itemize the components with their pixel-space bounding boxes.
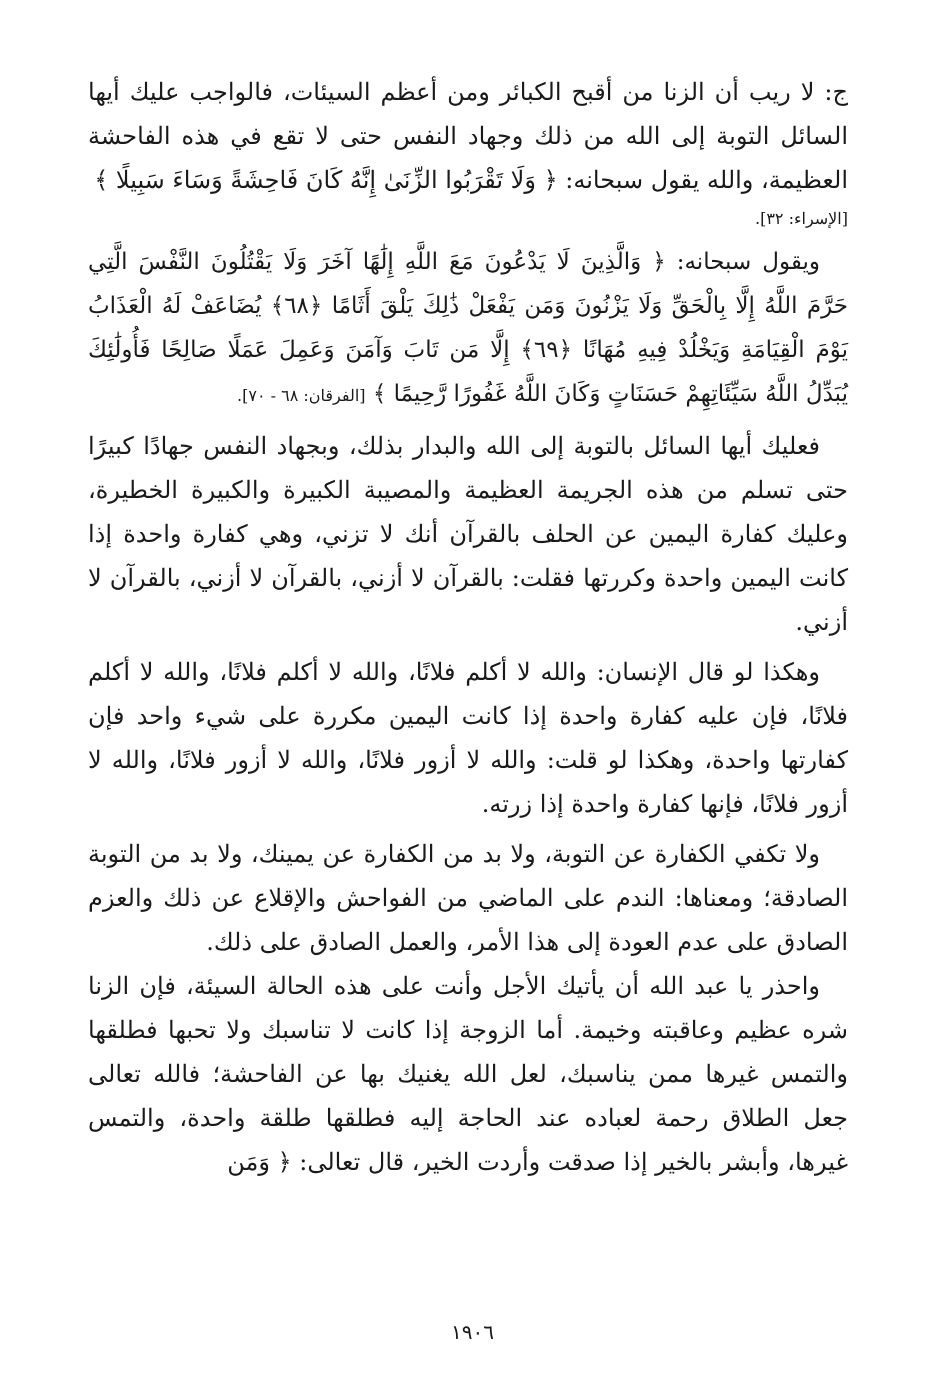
quran-verse-furqan: ﴿ وَالَّذِينَ لَا يَدْعُونَ مَعَ اللَّهِ إِلَٰهًا آخَرَ وَلَا يَقْتُلُونَ النَّفْسَ الَّتِي حَرَّمَ اللَّهُ إِلَّا بِالْحَقِّ وَلَا يَزْنُونَ وَمَن يَفْعَلْ ذَٰلِكَ يَلْقَ أَثَامًا ﴿٦٨﴾ يُضَاعَفْ لَهُ الْعَذَابُ يَوْمَ الْقِيَامَةِ وَيَخْلُدْ فِيهِ مُهَانًا ﴿٦٩﴾ إِلَّا مَن تَابَ وَآمَنَ وَعَمِلَ عَمَلًا صَالِحًا فَأُولَٰئِكَ يُبَدِّلُ اللَّهُ سَيِّئَاتِهِمْ حَسَنَاتٍ وَكَانَ اللَّهُ غَفُورًا رَّحِيمًا ﴾: [88, 249, 849, 407]
page-body: [88, 70, 848, 1184]
paragraph-repentance: فعليك أيها السائل بالتوبة إلى الله والبدار بذلك، وبجهاد النفس جهادًا كبيرًا حتى تسلم من هذه الجريمة العظيمة والمصيبة الكبيرة والكبيرة الخطيرة، وعليك كفارة اليمين عن الحلف بالقرآن أنك لا تزني، وهي كفارة واحدة إذا كانت اليمين واحدة وكررتها فقلت: بالقرآن لا أزني، بالقرآن لا أزني، بالقرآن لا أزني.: [88, 432, 848, 636]
paragraph-true-repentance: ولا تكفي الكفارة عن التوبة، ولا بد من الكفارة عن يمينك، ولا بد من التوبة الصادقة؛ ومعناها: الندم على الماضي من الفواحش والإقلاع عن ذلك والعزم الصادق على عدم العودة إلى هذا الأمر، والعمل الصادق على ذلك.: [88, 840, 848, 956]
quran-verse-fragment: ﴿ وَمَن: [227, 1148, 292, 1176]
answer-paragraph: [88, 70, 848, 202]
warning-text: واحذر يا عبد الله أن يأتيك الأجل وأنت على هذه الحالة السيئة، فإن الزنا شره عظيم وعاقبته وخيمة. أما الزوجة إذا كانت لا تناسبك ولا تحبها فطلقها والتمس غيرها ممن يناسبك، لعل الله يغنيك بها عن الفاحشة؛ فالله تعالى جعل الطلاق رحمة لعباده عند الحاجة إليه فطلقها طلقة واحدة، والتمس غيرها، وأبشر بالخير إذا صدقت وأردت الخير، قال تعالى:: [88, 972, 848, 1176]
verse-reference-furqan: [الفرقان: ٦٨ - ٧٠].: [237, 386, 366, 405]
paragraph-oath-example: وهكذا لو قال الإنسان: والله لا أكلم فلانًا، والله لا أكلم فلانًا، والله لا أكلم فلانًا، فإن عليه كفارة واحدة إذا كانت اليمين مكررة على شيء واحد فإن كفارتها واحدة، وهكذا لو قلت: والله لا أزور فلانًا، والله لا أزور فلانًا، والله لا أزور فلانًا، فإنها كفارة واحدة إذا زرته.: [88, 658, 848, 818]
furqan-intro: ويقول سبحانه:: [676, 249, 821, 275]
page-number: ١٩٠٦: [451, 1320, 494, 1344]
verse-reference-isra: [الإسراء: ٣٢].: [754, 209, 848, 228]
paragraph-warning: [88, 964, 848, 1184]
furqan-paragraph: [88, 240, 848, 418]
answer-text: ج: لا ريب أن الزنا من أقبح الكبائر ومن أعظم السيئات، فالواجب عليك أيها السائل التوبة إلى الله من ذلك وجهاد النفس حتى لا تقع في هذه الفاحشة العظيمة، والله يقول سبحانه:: [88, 78, 848, 194]
quran-verse-isra: ﴿ وَلَا تَقْرَبُوا الزِّنَىٰ إِنَّهُ كَانَ فَاحِشَةً وَسَاءَ سَبِيلًا ﴾: [94, 166, 558, 194]
